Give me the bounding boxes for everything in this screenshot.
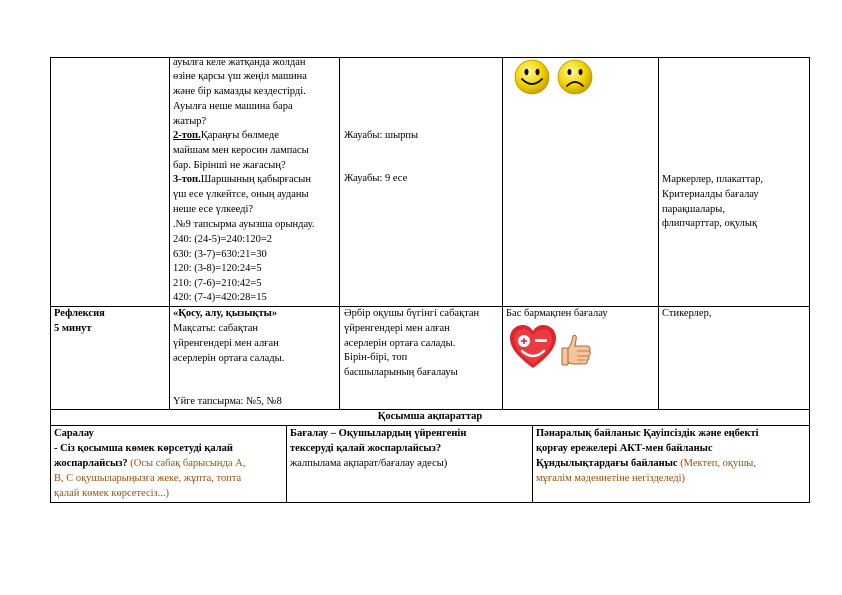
assessment-title: Бағалау – Оқушылардың үйренгенін <box>290 428 467 439</box>
purpose-line: әсерлерін ортаға салады. <box>173 353 285 364</box>
resources-line: флипчарттар, оқулық <box>662 218 758 229</box>
values-note: (Мектеп, оқушы, <box>677 458 756 469</box>
group3-label: 3-топ. <box>173 174 201 185</box>
resources-line: Маркерлер, плакаттар, <box>662 174 763 185</box>
game-title: «Қосу, алу, қызықты» <box>173 308 278 319</box>
thumb-assessment-title: Бас бармақпен бағалау <box>506 308 608 319</box>
purpose-line: үйренгендері мен алған <box>173 338 279 349</box>
values-line <box>536 457 756 472</box>
task-line: үш есе үлкейтсе, оның ауданы <box>173 189 309 200</box>
answer-text: Жауабы: шырпы <box>344 130 419 141</box>
values-note: мұғалім мәдениетіне негізделеді) <box>536 473 685 484</box>
purpose-line: Мақсаты: сабақтан <box>173 323 259 334</box>
differentiation-note: (Осы сабақ барысында А, <box>127 458 246 469</box>
group2-label: 2-топ. <box>173 130 201 141</box>
differentiation-note: В, С оқушыларыңызға жеке, жұпта, топта <box>54 473 242 484</box>
table-cell-r1c1 <box>50 57 170 307</box>
equation-line: 120: (3-8)=120:24=5 <box>173 263 262 274</box>
equation-line: 210: (7-6)=210:42=5 <box>173 278 262 289</box>
group3-text: Шаршының қабырғасын <box>200 174 311 185</box>
reflection-line: Бірін-бірі, топ <box>344 352 408 363</box>
resources-line: Критериалды бағалау <box>662 189 759 200</box>
reflection-line: әсерлерін ортаға салады. <box>344 338 456 349</box>
equation-line: 240: (24-5)=240:120=2 <box>173 234 273 245</box>
stage-time: 5 минут <box>54 323 92 334</box>
task-line: ауылға келе жатқанда жолдан <box>173 57 306 68</box>
differentiation-question: - Сіз қосымша көмек көрсетуді қалай <box>54 443 233 454</box>
assessment-title: тексеруді қалай жоспарлайсыз? <box>290 443 442 454</box>
homework-text: Үйге тапсырма: №5, №8 <box>173 396 282 407</box>
differentiation-title: Саралау <box>54 428 94 439</box>
task-line: өзіне қарсы үш жеңіл машина <box>173 71 307 82</box>
assessment-text: жалпылама ақпарат/бағалау әдесы) <box>290 458 448 469</box>
differentiation-question-line2 <box>54 457 245 472</box>
info-header: Қосымша ақпараттар <box>377 411 483 422</box>
differentiation-question-end: жоспарлайсыз? <box>54 458 128 469</box>
sad-face-icon <box>556 58 594 96</box>
equation-line: 630: (3-7)=630:21=30 <box>173 249 267 260</box>
task-line: неше есе үлкееді? <box>173 204 254 215</box>
thumbs-up-icon <box>560 333 594 369</box>
values-title: Құндылықтардағы байланыс <box>536 458 678 469</box>
resources-line: парақшалары, <box>662 204 725 215</box>
crosscurricular-title: қорғау ережелері АКТ-мен байланыс <box>536 443 713 454</box>
task-line: майшам мен керосин лампасы <box>173 145 309 156</box>
stickers-text: Стикерлер, <box>662 308 712 319</box>
group3-task <box>173 173 311 188</box>
differentiation-note: қалай көмек көрсетесіз...) <box>54 488 170 499</box>
heart-plus-minus-icon <box>508 324 558 370</box>
reflection-line: үйренгендері мен алған <box>344 323 450 334</box>
reflection-line: басшыларының бағалауы <box>344 367 458 378</box>
group2-text: Қараңғы бөлмеде <box>200 130 279 141</box>
reflection-line: Әрбір оқушы бүгінгі сабақтан <box>344 308 480 319</box>
task-line: және бір камазды кездестірді. <box>173 86 306 97</box>
stage-title: Рефлексия <box>54 308 105 319</box>
task-line: .№9 тапсырма ауызша орындау. <box>173 219 315 230</box>
group2-task <box>173 129 279 144</box>
answer-text: Жауабы: 9 есе <box>344 173 408 184</box>
task-line: жатыр? <box>173 116 207 127</box>
task-line: Ауылға неше машина бара <box>173 101 293 112</box>
crosscurricular-title: Пәнаралық байланыс Қауіпсіздік және еңбекті <box>536 428 759 439</box>
happy-face-icon <box>513 58 551 96</box>
equation-line: 420: (7-4)=420:28=15 <box>173 292 267 303</box>
task-line: бар. Бірінші не жағасың? <box>173 160 286 171</box>
